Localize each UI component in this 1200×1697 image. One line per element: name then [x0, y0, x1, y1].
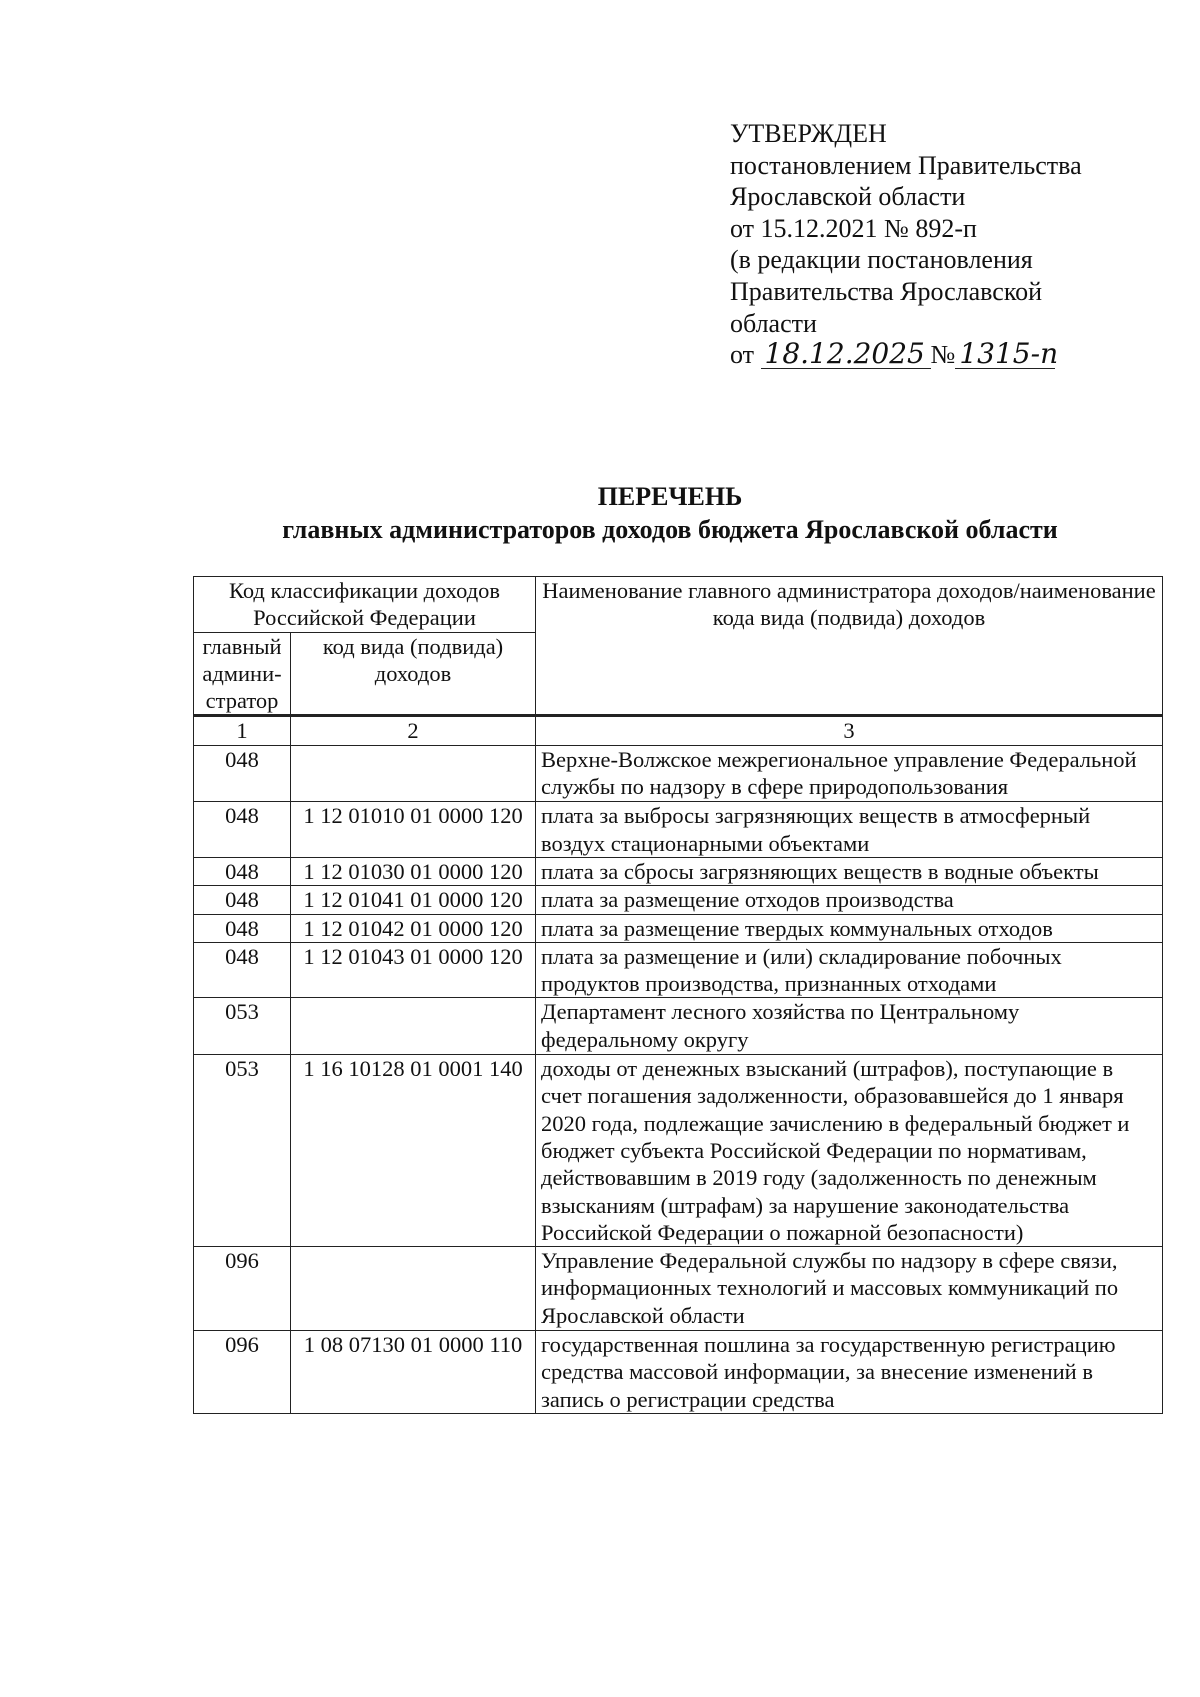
admin-code: 053 [194, 1055, 291, 1247]
admin-code: 048 [194, 857, 291, 885]
income-name: плата за выбросы загрязняющих веществ в атмосферный воздух стационарными объектами [536, 802, 1163, 858]
income-code: 1 12 01042 01 0000 120 [291, 914, 536, 942]
income-code [291, 745, 536, 802]
admin-code: 096 [194, 1247, 291, 1331]
header-col3: Наименование главного администратора доходов/наименование кода вида (подвида) доходов [536, 577, 1163, 716]
income-name: государственная пошлина за государственную регистрацию средства массовой информации, за внесение изменений в запись о регистрации средства [536, 1331, 1163, 1414]
admin-code: 048 [194, 886, 291, 914]
admin-code: 096 [194, 1331, 291, 1414]
admin-code: 048 [194, 802, 291, 858]
approval-line: Ярославской области [730, 182, 966, 212]
income-name: Департамент лесного хозяйства по Центральному федеральному округу [536, 998, 1163, 1055]
column-number-row [194, 716, 1163, 745]
column-number: 2 [291, 716, 536, 745]
table-row [194, 914, 1163, 942]
header-col2: код вида (подвида) доходов [291, 632, 536, 716]
table-row [194, 1247, 1163, 1331]
approval-line: (в редакции постановления [730, 245, 1033, 275]
income-name: плата за размещение твердых коммунальных отходов [536, 914, 1163, 942]
income-code: 1 12 01030 01 0000 120 [291, 857, 536, 885]
table-row [194, 1331, 1163, 1414]
handwritten-date: 18.12.2025 [761, 340, 931, 369]
handwritten-number: 1315-п [955, 340, 1055, 369]
from-prefix: от [730, 340, 755, 370]
table-row [194, 745, 1163, 802]
header-group-label: Код классификации доходов Российской Федерации [194, 577, 536, 633]
income-code: 1 12 01010 01 0000 120 [291, 802, 536, 858]
admin-code: 048 [194, 745, 291, 802]
table-row [194, 802, 1163, 858]
admin-code: 053 [194, 998, 291, 1055]
table-row [194, 886, 1163, 914]
table-row [194, 942, 1163, 998]
approval-line: постановлением Правительства [730, 150, 1082, 180]
income-code: 1 12 01043 01 0000 120 [291, 942, 536, 998]
number-sign: № [930, 340, 956, 370]
income-name: Верхне-Волжское межрегиональное управление Федеральной службы по надзору в сфере природопользования [536, 745, 1163, 802]
table-row [194, 1055, 1163, 1247]
income-administrators-table [193, 576, 1163, 1414]
title-line2: главных администраторов доходов бюджета Ярославской области [282, 515, 1058, 544]
income-name: доходы от денежных взысканий (штрафов), поступающие в счет погашения задолженности, образовавшейся до 1 января 2020 года, подлежащие зачислению в федеральный бюджет и бюджет субъекта Российской Федерации по нормативам, действовавшим в 2019 году (задолженность по денежным взысканиям (штрафам) за нарушение законодательства Российской Федерации о пожарной безопасности) [536, 1055, 1163, 1247]
approval-line: Правительства Ярославской [730, 276, 1043, 306]
income-name: плата за размещение отходов производства [536, 886, 1163, 914]
income-code: 1 08 07130 01 0000 110 [291, 1331, 536, 1414]
income-name: Управление Федеральной службы по надзору в сфере связи, информационных технологий и массовых коммуникаций по Ярославской области [536, 1247, 1163, 1331]
approval-line: области [730, 308, 817, 338]
income-code [291, 998, 536, 1055]
admin-code: 048 [194, 942, 291, 998]
income-name: плата за сбросы загрязняющих веществ в водные объекты [536, 857, 1163, 885]
column-number: 1 [194, 716, 291, 745]
header-row [194, 577, 1163, 633]
table-row [194, 857, 1163, 885]
approval-line: УТВЕРЖДЕН [730, 119, 887, 148]
income-code: 1 16 10128 01 0001 140 [291, 1055, 536, 1247]
column-number: 3 [536, 716, 1163, 745]
income-name: плата за размещение и (или) складирование побочных продуктов производства, признанных отходами [536, 942, 1163, 998]
income-code [291, 1247, 536, 1331]
header-col1: главный админи-стратор [194, 632, 291, 716]
amendment-date-line [730, 339, 1170, 371]
income-code: 1 12 01041 01 0000 120 [291, 886, 536, 914]
table-row [194, 998, 1163, 1055]
title-line1: ПЕРЕЧЕНЬ [597, 482, 743, 511]
document-title [180, 480, 1160, 546]
approval-line: от 15.12.2021 № 892-п [730, 213, 977, 243]
admin-code: 048 [194, 914, 291, 942]
approval-stamp [730, 118, 1170, 371]
